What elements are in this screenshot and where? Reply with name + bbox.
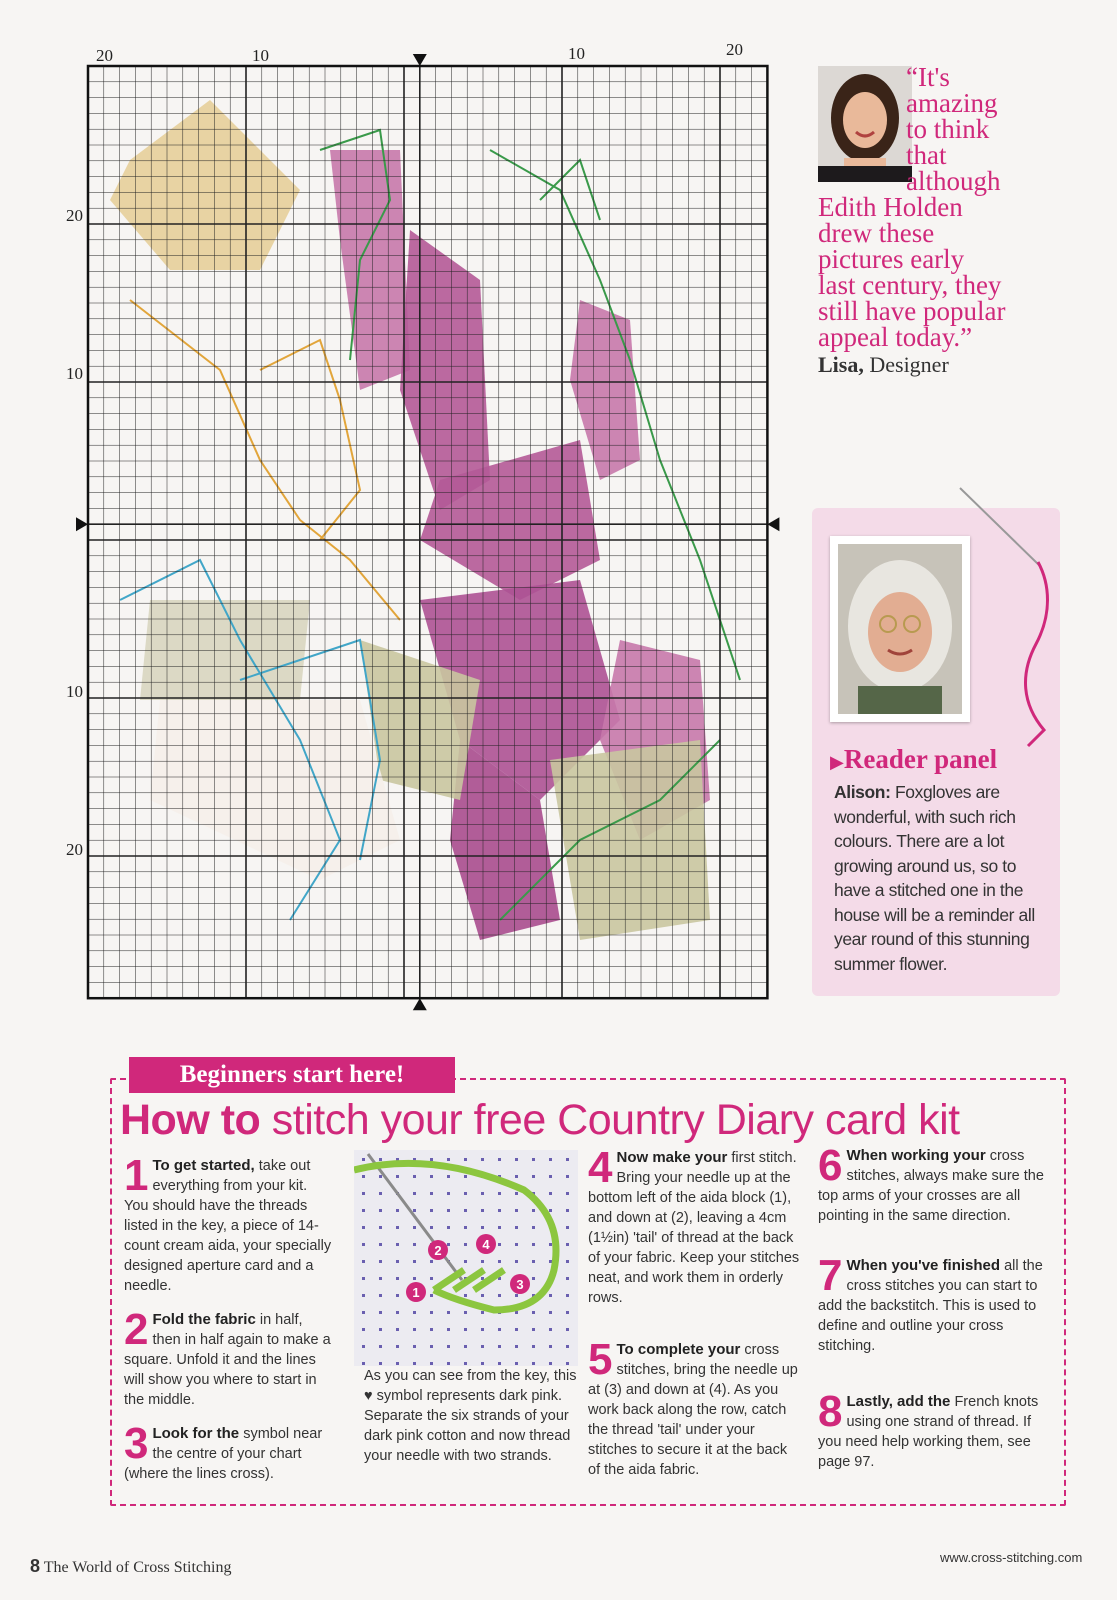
how-to-title-bold: How to (120, 1096, 261, 1144)
top-axis-label: 10 (568, 44, 585, 63)
step-2 (124, 1305, 334, 1410)
step-number: 7 (818, 1251, 843, 1300)
diagram-step-label: 2 (434, 1243, 442, 1258)
step-text: in half, then in half again to make a square. Unfold it and the lines will show you where to start in the middle. (124, 1312, 331, 1408)
step-number: 1 (124, 1151, 149, 1200)
reader-panel-body (834, 780, 1052, 976)
aida-stitch-diagram (354, 1150, 578, 1366)
quote-signature (818, 352, 1058, 378)
step-1 (124, 1151, 334, 1296)
step-7 (818, 1251, 1046, 1356)
reader-name: Alison: (834, 782, 891, 802)
quote-line: although (906, 166, 1001, 196)
step-lead: To complete your (616, 1341, 741, 1358)
chart-grid (60, 40, 800, 1020)
quote-line: last century, they (818, 270, 1002, 300)
magazine-name: The World of Cross Stitching (43, 1559, 232, 1576)
quote-line: amazing (906, 88, 998, 118)
step-number: 6 (818, 1141, 843, 1190)
cross-stitch-chart (60, 40, 800, 1020)
step-text: first stitch. Bring your needle up at the bottom left of the aida block (1), and down at (2), leaving a 4cm (1½in) 'tail' of thread at the back of your fabric. Keep your stitches neat, and work them in orderly rows. (588, 1150, 800, 1306)
step-number: 3 (124, 1419, 149, 1468)
quote-line: “It's (906, 62, 950, 92)
left-axis-label: 20 (66, 206, 83, 225)
step-6 (818, 1141, 1046, 1226)
how-to-title-rest: stitch your free Country Diary card kit (271, 1096, 960, 1144)
how-to-title (120, 1096, 960, 1145)
left-axis-label: 10 (66, 364, 83, 383)
footer-page-info (30, 1556, 231, 1577)
footer-url: www.cross-stitching.com (940, 1550, 1083, 1565)
quote-role: Designer (869, 352, 949, 377)
designer-quote (818, 64, 1058, 378)
step-lead: Look for the (152, 1425, 240, 1442)
step-lead: When working your (846, 1147, 986, 1164)
top-axis-label: 20 (726, 40, 743, 59)
quote-line: appeal today.” (818, 322, 973, 352)
step-3 (124, 1419, 334, 1484)
quote-line: still have popular (818, 296, 1006, 326)
left-axis-label: 20 (66, 840, 83, 859)
step-text: all the cross stitches you can start to add the backstitch. This is used to define and outline your cross stitching. (818, 1258, 1043, 1354)
reader-panel-title (830, 744, 997, 775)
top-axis-label: 20 (96, 46, 113, 65)
step-number: 5 (588, 1335, 613, 1384)
diagram-step-label: 1 (412, 1285, 420, 1300)
step-number: 8 (818, 1387, 843, 1436)
step-text: take out everything from your kit. You should have the threads listed in the key, a piece of 14-count cream aida, your specially designed aperture card and a needle. (124, 1158, 332, 1294)
diagram-caption: As you can see from the key, this ♥ symbol represents dark pink. Separate the six strands of your dark pink cotton and now thread your needle with two strands. (364, 1368, 577, 1464)
step-lead: Lastly, add the (846, 1393, 951, 1410)
page-number: 8 (30, 1556, 41, 1576)
step-8 (818, 1387, 1046, 1472)
quote-author: Lisa, (818, 352, 864, 377)
reader-panel-title-text: Reader panel (843, 744, 998, 774)
arrow-right-icon: ▶ (830, 752, 844, 773)
reader-photo (830, 536, 970, 722)
step-lead: To get started, (152, 1157, 255, 1174)
left-axis-label: 10 (66, 682, 83, 701)
beginners-badge: Beginners start here! (129, 1057, 455, 1093)
quote-line: that (906, 140, 947, 170)
step-number: 4 (588, 1143, 613, 1192)
quote-line: Edith Holden (818, 192, 963, 222)
step-lead: Now make your (616, 1149, 728, 1166)
diagram-step-label: 3 (516, 1277, 524, 1292)
step-4 (588, 1143, 802, 1308)
step-text: cross stitches, always make sure the top arms of your crosses are all pointing in the same direction. (818, 1148, 1044, 1224)
step-5 (588, 1335, 802, 1480)
step-lead: When you've finished (846, 1257, 1001, 1274)
step-text: symbol near the centre of your chart (where the lines cross). (124, 1426, 323, 1482)
quote-line: drew these (818, 218, 935, 248)
reader-comment: Foxgloves are wonderful, with such rich colours. There are a lot growing around us, so to have a stitched one in the house will be a reminder all year round of this stunning summer flower. (834, 782, 1035, 974)
quote-line: pictures early (818, 244, 965, 274)
quote-line: to think (906, 114, 990, 144)
step-number: 2 (124, 1305, 149, 1354)
diagram-step-label: 4 (482, 1237, 490, 1252)
step-lead: Fold the fabric (152, 1311, 256, 1328)
top-axis-label: 10 (252, 46, 269, 65)
step-text: cross stitches, bring the needle up at (3) and down at (4). As you work back along the row, catch the thread 'tail' under your stitches to secure it at the back of the aida fabric. (588, 1342, 798, 1478)
step-text: French knots using one strand of thread. If you need help working them, see page 97. (818, 1394, 1039, 1470)
